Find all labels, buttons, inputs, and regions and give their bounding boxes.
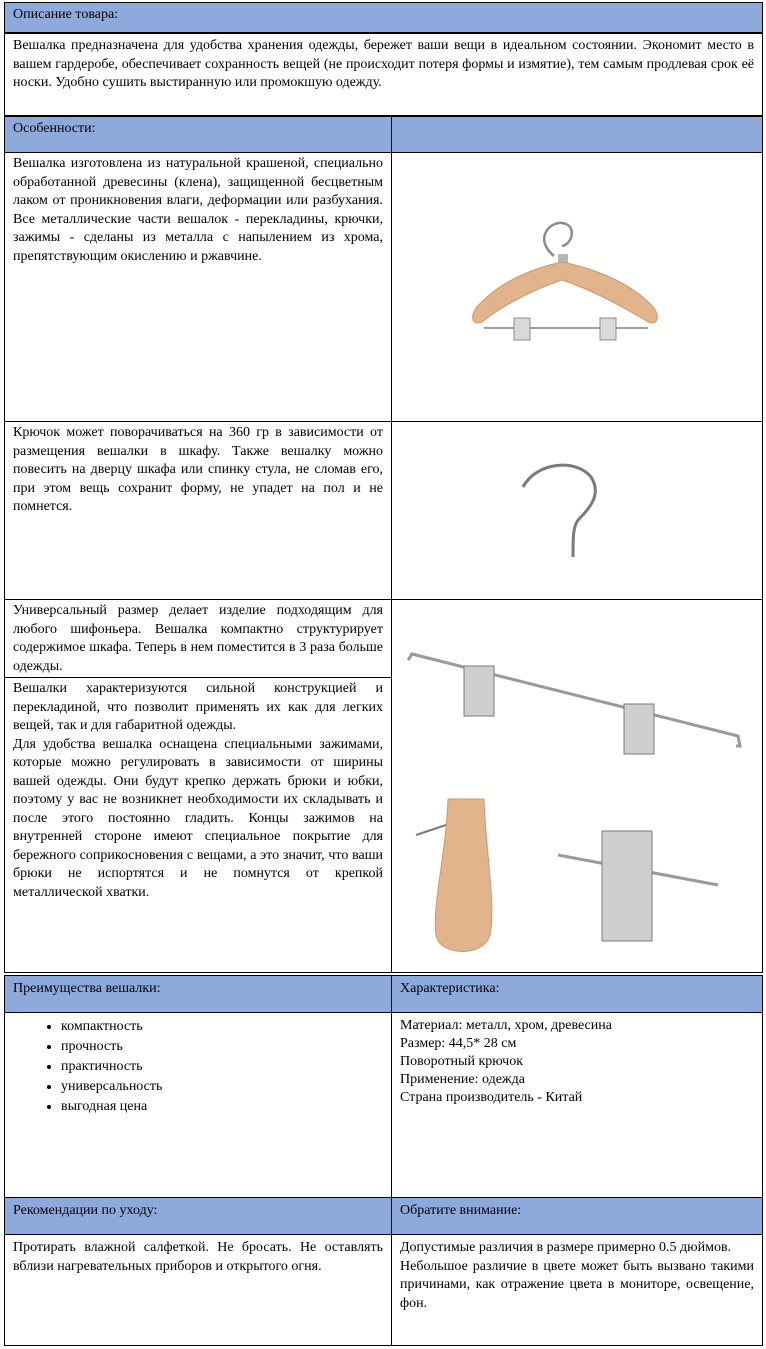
features-header-empty	[391, 116, 763, 153]
hook-image-cell	[391, 421, 763, 600]
advantages-header	[4, 975, 392, 1013]
wooden-hanger-image	[462, 218, 668, 348]
specs-header-label: Характеристика:	[400, 981, 500, 996]
attention-cell	[391, 1234, 763, 1346]
features-row-3: Универсальный размер делает изделие подходящим для любого шифоньера. Вешалка компактно структурирует содержимое шкафа. Теперь в нем поместится в 3 раза больше одежды.	[4, 599, 392, 678]
advantages-list-cell	[4, 1012, 392, 1198]
advantages-list	[13, 1017, 383, 1117]
description-header	[4, 2, 763, 33]
attention-header	[391, 1197, 763, 1235]
hook-image	[517, 457, 627, 562]
clip-closeup-image	[552, 795, 722, 965]
clip-images-cell	[391, 599, 763, 973]
wooden-hanger-image-cell	[391, 152, 763, 422]
attention-p1: Допустимые различия в размере примерно 0.5 дюймов.	[400, 1240, 732, 1255]
attention-header-label: Обратите внимание:	[400, 1203, 522, 1218]
advantage-item: • выгодная цена	[61, 1097, 383, 1117]
advantage-item: • компактность	[61, 1017, 383, 1037]
spec-line: Страна производитель - Китай	[400, 1090, 583, 1105]
advantage-item: • прочность	[61, 1037, 383, 1057]
features-row-2: Крючок может поворачиваться на 360 гр в зависимости от размещения вешалки в шкафу. Также вешалку можно повесить на дверцу шкафа или спинку стула, не сломав его, при этом вещь сохранит форму, не упадет на пол и не помнется.	[4, 421, 392, 600]
features-row-4-p2: Для удобства вешалка оснащена специальными зажимами, которые можно регулировать в зависимости от ширины вашей одежды. Они будут крепко держать брюки и юбки, поэтому у вас не возникнет необходимости их складывать и после этого постоянно гладить. Концы зажимов на внутренней стороне имеют специальное покрытие для бережного соприкосновения с вещами, а это значит, что ваши брюки не испортятся и не помнутся от крепкой металлической хватки.	[13, 736, 383, 900]
features-row-4	[4, 677, 392, 973]
advantage-item: • универсальность	[61, 1077, 383, 1097]
wood-end-image	[406, 795, 536, 965]
spec-line: Применение: одежда	[400, 1072, 525, 1087]
care-text: Протирать влажной салфеткой. Не бросать. Не оставлять вблизи нагревательных приборов и открытого огня.	[4, 1234, 392, 1346]
specs-header	[391, 975, 763, 1013]
advantage-item: • практичность	[61, 1057, 383, 1077]
spec-line: Размер: 44,5* 28 см	[400, 1036, 517, 1051]
spec-line: Материал: металл, хром, древесина	[400, 1018, 612, 1033]
features-row-1: Вешалка изготовлена из натуральной крашеной, специально обработанной древесины (клена), защищенной бесцветным лаком от проникновения влаги, деформации или разбухания. Все металлические части вешалок - перекладины, крючки, зажимы - сделаны из металла с напылением из хрома, препятствующим окислению и ржавчине.	[4, 152, 392, 422]
clip-bar-image	[406, 650, 746, 765]
description-header-label: Описание товара:	[13, 7, 119, 22]
features-row-4-p1: Вешалки характеризуются сильной конструкцией и перекладиной, что позволит применять их как для легких вещей, так и для габаритной одежды.	[13, 681, 383, 733]
attention-p2: Небольшое различие в цвете может быть вызвано такими причинами, как отражение цвета в мониторе, освещение, фон.	[400, 1258, 754, 1311]
features-header-label: Особенности:	[13, 121, 96, 136]
description-text: Вешалка предназначена для удобства хранения одежды, бережет ваши вещи в идеальном состоянии. Экономит место в вашем гардеробе, обеспечивает сохранность вещей (не происходит потеря формы и измятие), тем самым продлевая срок её носки. Удобно сушить выстиранную или промокшую одежду.	[4, 33, 763, 116]
specs-list-cell	[391, 1012, 763, 1198]
advantages-header-label: Преимущества вешалки:	[13, 981, 161, 996]
care-header-label: Рекомендации по уходу:	[13, 1203, 158, 1218]
care-header	[4, 1197, 392, 1235]
features-header	[4, 116, 392, 153]
spec-line: Поворотный крючок	[400, 1054, 524, 1069]
